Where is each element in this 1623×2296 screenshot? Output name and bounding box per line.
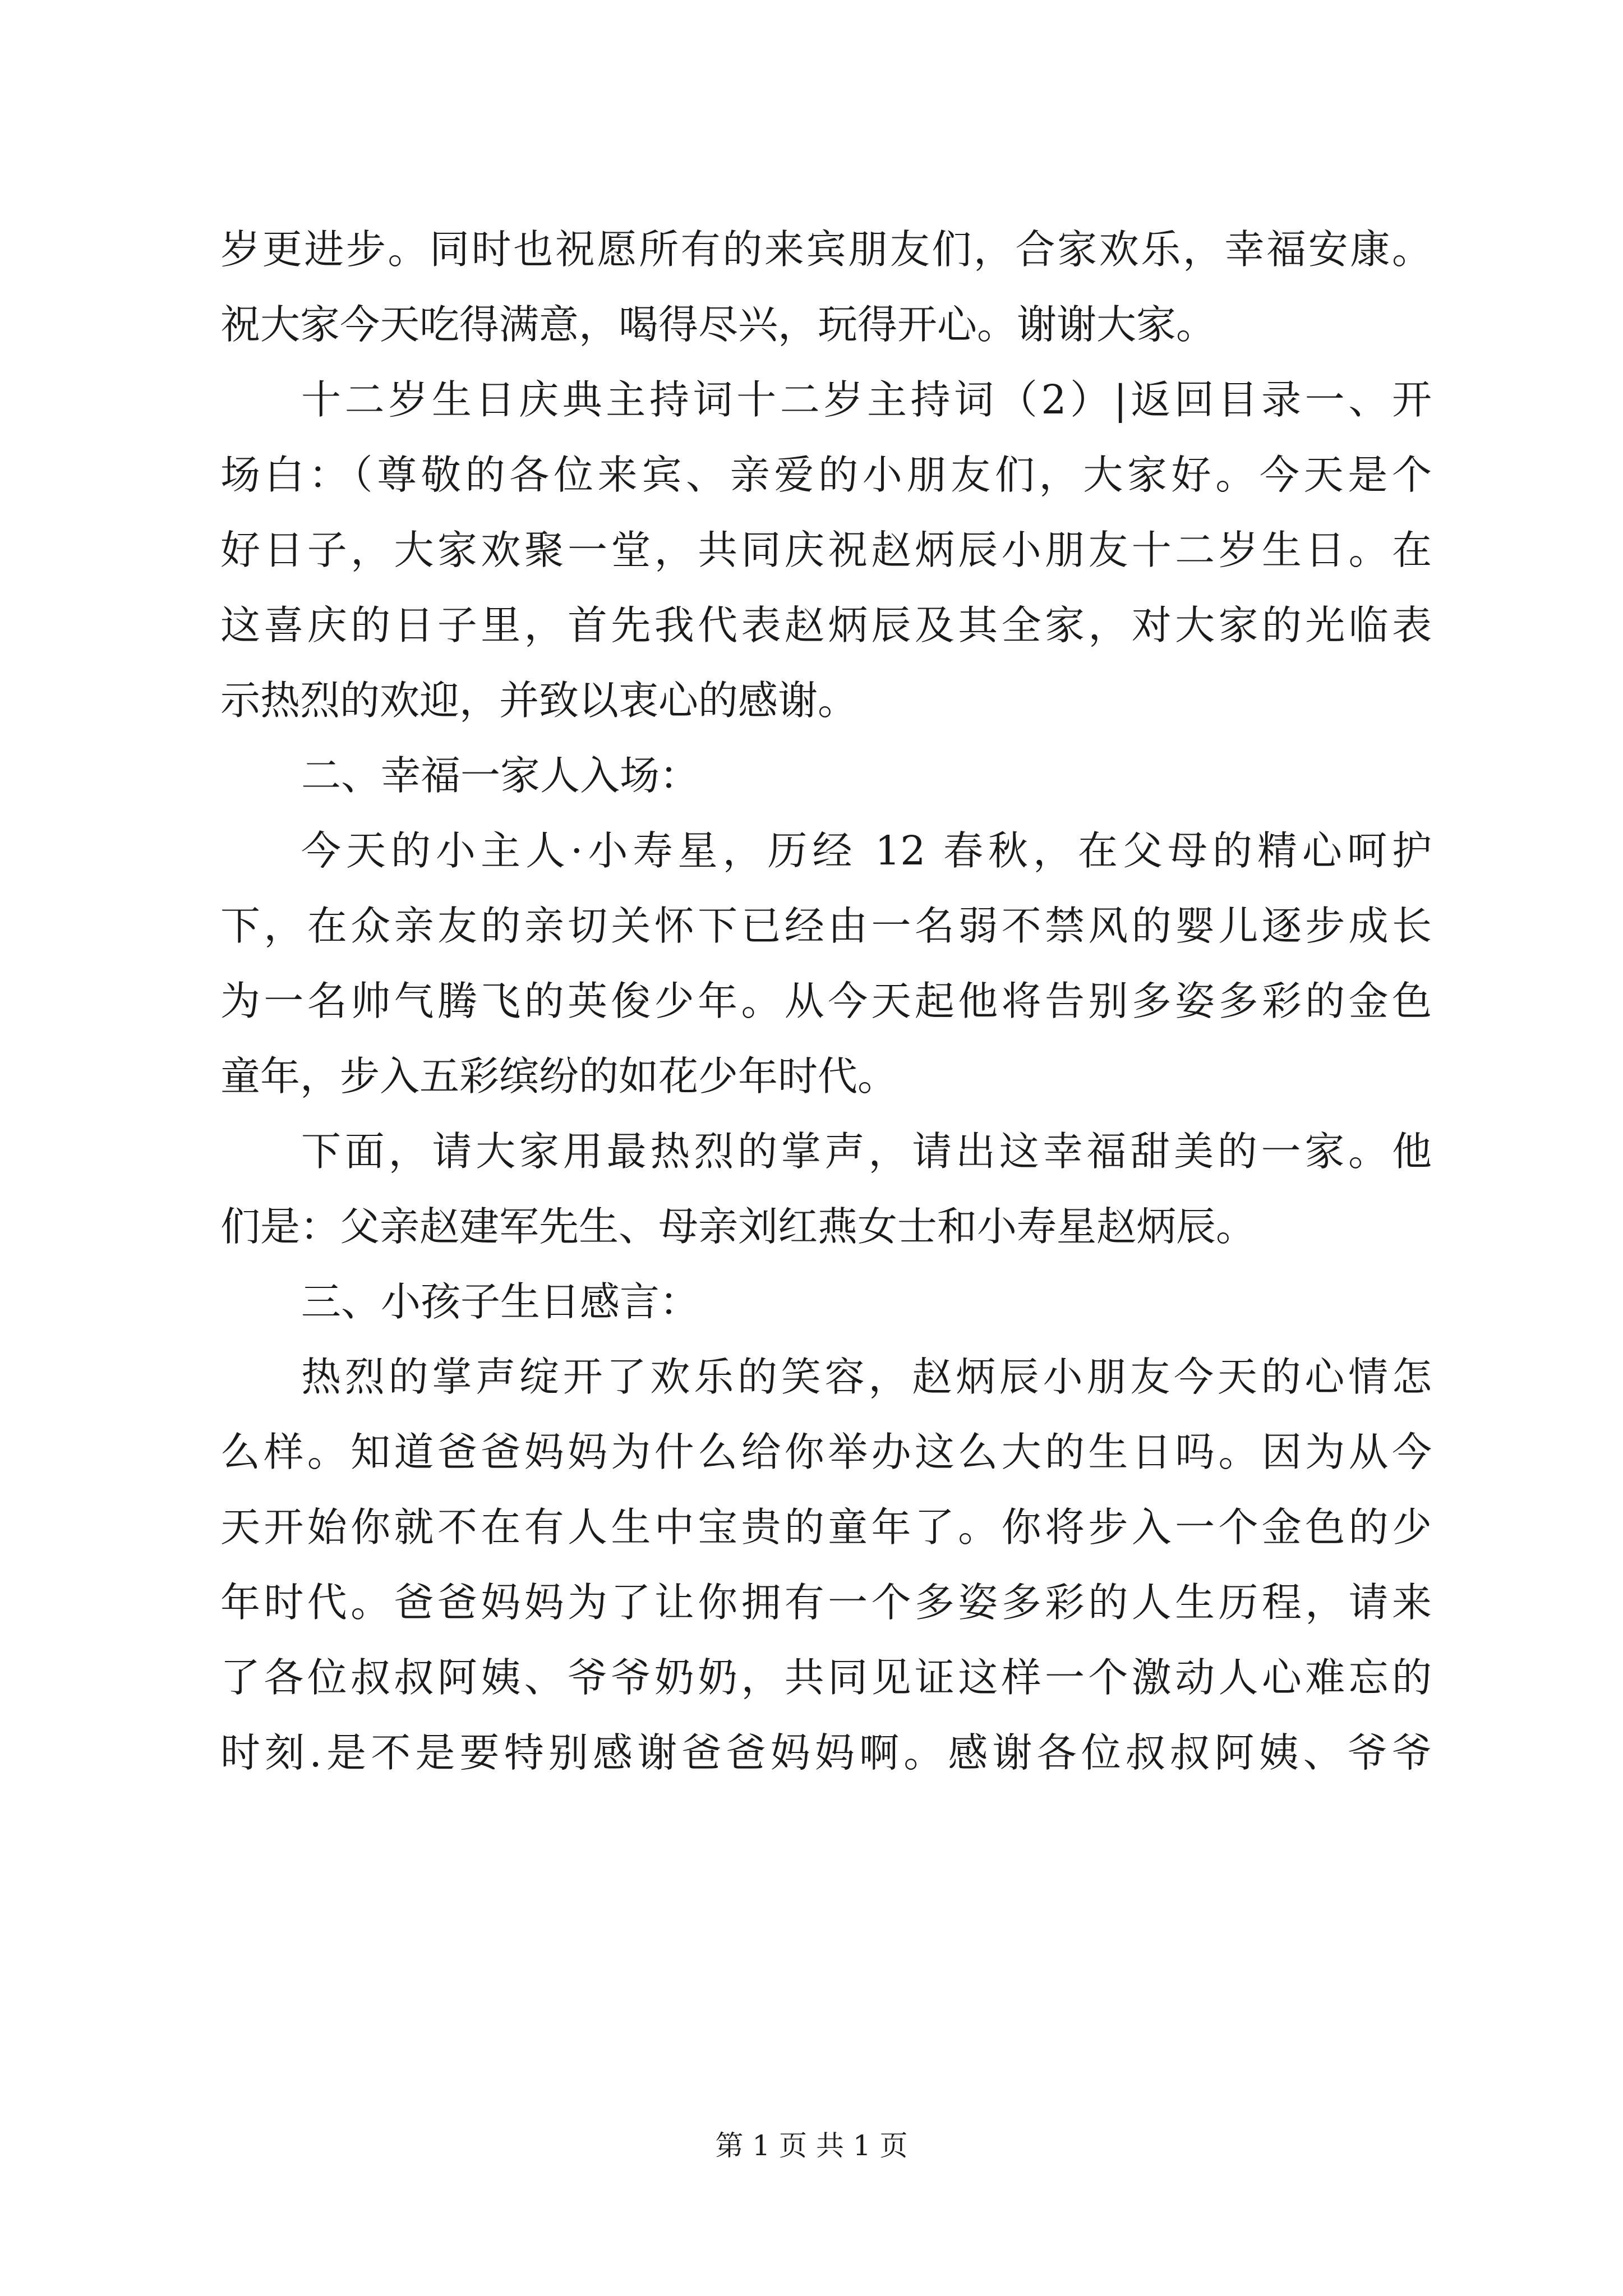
text-line: 祝大家今天吃得满意，喝得尽兴，玩得开心。谢谢大家。 [220, 301, 1216, 348]
text-line: 下面，请大家用最热烈的掌声，请出这幸福甜美的一家。他 [301, 1128, 1432, 1175]
text-line: 好日子，大家欢聚一堂，共同庆祝赵炳辰小朋友十二岁生日。在 [220, 527, 1432, 573]
text-line: 了各位叔叔阿姨、爷爷奶奶，共同见证这样一个激动人心难忘的 [220, 1654, 1432, 1701]
text-line: 童年，步入五彩缤纷的如花少年时代。 [220, 1053, 898, 1099]
text-line: 天开始你就不在有人生中宝贵的童年了。你将步入一个金色的少 [220, 1504, 1432, 1550]
text-line: 场白：（尊敬的各位来宾、亲爱的小朋友们，大家好。今天是个 [220, 452, 1432, 498]
text-line: 年时代。爸爸妈妈为了让你拥有一个多姿多彩的人生历程，请来 [220, 1579, 1432, 1626]
text-line: 热烈的掌声绽开了欢乐的笑容，赵炳辰小朋友今天的心情怎 [301, 1354, 1432, 1400]
text-line: 时刻.是不是要特别感谢爸爸妈妈啊。感谢各位叔叔阿姨、爷爷 [220, 1729, 1432, 1776]
text-line: 么样。知道爸爸妈妈为什么给你举办这么大的生日吗。因为从今 [220, 1429, 1432, 1475]
text-line: 们是：父亲赵建军先生、母亲刘红燕女士和小寿星赵炳辰。 [220, 1203, 1256, 1250]
text-line: 这喜庆的日子里，首先我代表赵炳辰及其全家，对大家的光临表 [220, 602, 1432, 648]
section-heading: 三、小孩子生日感言： [301, 1278, 700, 1325]
document-body [220, 212, 1432, 1791]
page-number-footer: 第 1 页 共 1 页 [715, 2129, 908, 2162]
text-line: 十二岁生日庆典主持词十二岁主持词（2）|返回目录一、开 [301, 376, 1432, 423]
text-line: 岁更进步。同时也祝愿所有的来宾朋友们，合家欢乐，幸福安康。 [220, 226, 1432, 273]
text-line: 下，在众亲友的亲切关怀下已经由一名弱不禁风的婴儿逐步成长 [220, 903, 1432, 949]
text-line: 示热烈的欢迎，并致以衷心的感谢。 [220, 677, 858, 724]
text-line: 为一名帅气腾飞的英俊少年。从今天起他将告别多姿多彩的金色 [220, 978, 1432, 1024]
section-heading: 二、幸福一家人入场： [301, 752, 700, 799]
text-line: 今天的小主人·小寿星，历经 12 春秋，在父母的精心呵护 [301, 827, 1432, 874]
